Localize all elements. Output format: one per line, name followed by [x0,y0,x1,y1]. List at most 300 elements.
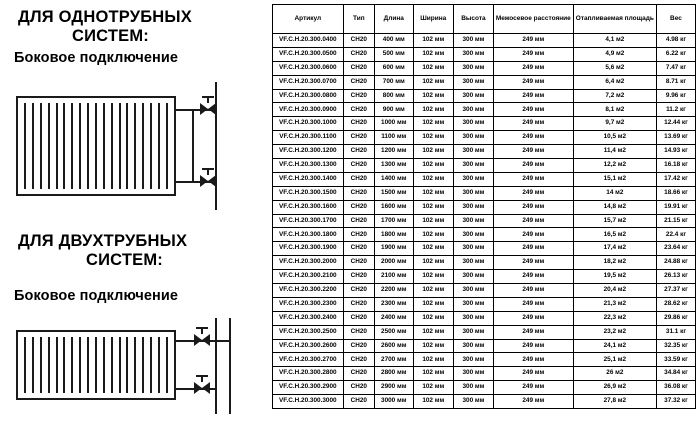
subheading-double-pipe: Боковое подключение [14,288,179,304]
cell-width: 102 мм [413,242,453,256]
cell-heated-area: 11,4 м2 [573,145,656,159]
cell-heated-area: 4,9 м2 [573,47,656,61]
cell-weight: 26.13 кг [656,270,695,284]
cell-center-distance: 249 мм [493,47,573,61]
cell-heated-area: 26 м2 [573,367,656,381]
cell-heated-area: 8,1 м2 [573,103,656,117]
column-header-heated-area: Отапливаемая площадь [573,5,656,34]
cell-heated-area: 27,8 м2 [573,395,656,409]
cell-width: 102 мм [413,353,453,367]
cell-weight: 13.69 кг [656,131,695,145]
cell-weight: 37.32 кг [656,395,695,409]
cell-article: VF.C.H.20.300.1300 [273,159,344,173]
cell-center-distance: 249 мм [493,228,573,242]
cell-weight: 28.62 кг [656,297,695,311]
radiator-fin [103,337,105,393]
cell-article: VF.C.H.20.300.1400 [273,172,344,186]
cell-width: 102 мм [413,75,453,89]
cell-height: 300 мм [454,381,494,395]
table-head [273,5,696,34]
cell-weight: 21.15 кг [656,214,695,228]
cell-type: CH20 [343,200,374,214]
cell-article: VF.C.H.20.300.2100 [273,270,344,284]
cell-type: CH20 [343,270,374,284]
cell-heated-area: 12,2 м2 [573,159,656,173]
cell-length: 1100 мм [374,131,413,145]
cell-height: 300 мм [454,256,494,270]
valve-cap [202,96,214,98]
cell-width: 102 мм [413,61,453,75]
table-row [273,242,696,256]
radiator-diagram-double-pipe [14,318,266,414]
cell-length: 1000 мм [374,117,413,131]
cell-height: 300 мм [454,200,494,214]
cell-width: 102 мм [413,89,453,103]
cell-height: 300 мм [454,172,494,186]
radiator-fin [119,337,121,393]
radiator-body [16,96,176,196]
cell-length: 2600 мм [374,339,413,353]
radiator-fin [142,337,144,393]
cell-article: VF.C.H.20.300.2500 [273,325,344,339]
cell-article: VF.C.H.20.300.1900 [273,242,344,256]
table-row [273,256,696,270]
cell-center-distance: 249 мм [493,395,573,409]
cell-height: 300 мм [454,228,494,242]
cell-article: VF.C.H.20.300.2000 [273,256,344,270]
left-diagram-panel [0,0,272,421]
cell-article: VF.C.H.20.300.1000 [273,117,344,131]
cell-article: VF.C.H.20.300.0600 [273,61,344,75]
cell-heated-area: 26,9 м2 [573,381,656,395]
cell-weight: 12.44 кг [656,117,695,131]
table-row [273,200,696,214]
radiator-body [16,330,176,400]
radiator-fin [24,337,26,393]
cell-type: CH20 [343,47,374,61]
cell-type: CH20 [343,172,374,186]
cell-height: 300 мм [454,75,494,89]
column-header-weight: Вес [656,5,695,34]
cell-width: 102 мм [413,339,453,353]
radiator-diagram-single-pipe [14,82,266,212]
cell-weight: 6.22 кг [656,47,695,61]
radiator-fin [48,337,50,393]
cell-heated-area: 10,5 м2 [573,131,656,145]
riser-pipe-return [215,318,217,414]
cell-weight: 14.93 кг [656,145,695,159]
cell-weight: 22.4 кг [656,228,695,242]
radiator-fin [63,103,65,189]
cell-article: VF.C.H.20.300.0500 [273,47,344,61]
cell-center-distance: 249 мм [493,297,573,311]
table-row [273,395,696,409]
cell-heated-area: 25,1 м2 [573,353,656,367]
cell-height: 300 мм [454,145,494,159]
radiator-fin [40,103,42,189]
cell-type: CH20 [343,131,374,145]
cell-length: 2900 мм [374,381,413,395]
cell-heated-area: 14 м2 [573,186,656,200]
cell-height: 300 мм [454,284,494,298]
radiator-fin [40,337,42,393]
cell-type: CH20 [343,34,374,48]
cell-length: 2700 мм [374,353,413,367]
cell-article: VF.C.H.20.300.2600 [273,339,344,353]
cell-heated-area: 18,2 м2 [573,256,656,270]
cell-width: 102 мм [413,117,453,131]
cell-heated-area: 15,7 м2 [573,214,656,228]
cell-center-distance: 249 мм [493,159,573,173]
radiator-fin [56,103,58,189]
cell-height: 300 мм [454,131,494,145]
radiator-fin [134,337,136,393]
column-header-width: Ширина [413,5,453,34]
valve-cap [196,375,208,377]
table-row [273,186,696,200]
cell-article: VF.C.H.20.300.1500 [273,186,344,200]
radiator-fin [71,103,73,189]
cell-type: CH20 [343,89,374,103]
table-row [273,145,696,159]
riser-pipe-supply [229,318,231,414]
cell-center-distance: 249 мм [493,131,573,145]
cell-type: CH20 [343,242,374,256]
cell-heated-area: 16,5 м2 [573,228,656,242]
radiator-fin [134,103,136,189]
cell-type: CH20 [343,325,374,339]
table-row [273,297,696,311]
cell-width: 102 мм [413,34,453,48]
cell-heated-area: 5,6 м2 [573,61,656,75]
table-row [273,47,696,61]
cell-weight: 32.35 кг [656,339,695,353]
heading-single-pipe-line2: СИСТЕМ: [72,27,150,45]
table-row [273,367,696,381]
column-header-height: Высота [454,5,494,34]
cell-length: 1400 мм [374,172,413,186]
cell-center-distance: 249 мм [493,381,573,395]
cell-height: 300 мм [454,34,494,48]
cell-width: 102 мм [413,214,453,228]
cell-center-distance: 249 мм [493,367,573,381]
cell-width: 102 мм [413,47,453,61]
cell-center-distance: 249 мм [493,284,573,298]
cell-weight: 17.42 кг [656,172,695,186]
cell-type: CH20 [343,103,374,117]
cell-type: CH20 [343,145,374,159]
cell-weight: 9.96 кг [656,89,695,103]
radiator-fin [63,337,65,393]
cell-article: VF.C.H.20.300.2900 [273,381,344,395]
radiator-fin [111,103,113,189]
cell-article: VF.C.H.20.300.2300 [273,297,344,311]
cell-height: 300 мм [454,89,494,103]
radiator-fin [166,337,168,393]
cell-center-distance: 249 мм [493,270,573,284]
cell-height: 300 мм [454,311,494,325]
cell-width: 102 мм [413,200,453,214]
heading-double-pipe-line1: ДЛЯ ДВУХТРУБНЫХ [18,232,188,250]
cell-width: 102 мм [413,172,453,186]
cell-heated-area: 15,1 м2 [573,172,656,186]
cell-article: VF.C.H.20.300.0800 [273,89,344,103]
cell-width: 102 мм [413,297,453,311]
cell-article: VF.C.H.20.300.0700 [273,75,344,89]
cell-center-distance: 249 мм [493,172,573,186]
cell-weight: 23.64 кг [656,242,695,256]
cell-width: 102 мм [413,325,453,339]
cell-length: 800 мм [374,89,413,103]
table-row [273,353,696,367]
cell-height: 300 мм [454,339,494,353]
cell-length: 500 мм [374,47,413,61]
cell-heated-area: 7,2 м2 [573,89,656,103]
cell-weight: 11.2 кг [656,103,695,117]
cell-type: CH20 [343,297,374,311]
cell-heated-area: 4,1 м2 [573,34,656,48]
subheading-single-pipe: Боковое подключение [14,50,179,66]
cell-length: 2100 мм [374,270,413,284]
radiator-fin [56,337,58,393]
cell-height: 300 мм [454,242,494,256]
cell-width: 102 мм [413,284,453,298]
radiator-fin [158,337,160,393]
table-row [273,131,696,145]
cell-type: CH20 [343,381,374,395]
radiator-fin [126,337,128,393]
table-row [273,381,696,395]
cell-article: VF.C.H.20.300.0400 [273,34,344,48]
cell-width: 102 мм [413,103,453,117]
cell-length: 2300 мм [374,297,413,311]
cell-article: VF.C.H.20.300.2200 [273,284,344,298]
cell-type: CH20 [343,256,374,270]
cell-height: 300 мм [454,297,494,311]
cell-weight: 8.71 кг [656,75,695,89]
cell-type: CH20 [343,186,374,200]
cell-center-distance: 249 мм [493,89,573,103]
riser-pipe [215,82,217,210]
cell-center-distance: 249 мм [493,256,573,270]
cell-heated-area: 20,4 м2 [573,284,656,298]
cell-height: 300 мм [454,186,494,200]
cell-type: CH20 [343,214,374,228]
radiator-fin [32,337,34,393]
cell-heated-area: 6,4 м2 [573,75,656,89]
cell-length: 1500 мм [374,186,413,200]
valve-icon-top [194,334,210,346]
cell-width: 102 мм [413,256,453,270]
bypass-pipe [192,109,194,181]
cell-article: VF.C.H.20.300.2800 [273,367,344,381]
cell-width: 102 мм [413,381,453,395]
table-row [273,270,696,284]
heading-double-pipe [18,232,258,270]
cell-center-distance: 249 мм [493,200,573,214]
cell-width: 102 мм [413,311,453,325]
cell-weight: 24.88 кг [656,256,695,270]
table-row [273,117,696,131]
cell-type: CH20 [343,228,374,242]
cell-height: 300 мм [454,159,494,173]
cell-length: 3000 мм [374,395,413,409]
table-row [273,172,696,186]
cell-weight: 31.1 кг [656,325,695,339]
cell-heated-area: 21,3 м2 [573,297,656,311]
radiator-fin [79,337,81,393]
cell-width: 102 мм [413,270,453,284]
table-row [273,311,696,325]
cell-heated-area: 17,4 м2 [573,242,656,256]
specification-table [272,4,696,409]
radiator-fin [32,103,34,189]
cell-center-distance: 249 мм [493,242,573,256]
column-header-center-distance: Межосевое расстояние [493,5,573,34]
table-row [273,89,696,103]
table-row [273,75,696,89]
cell-heated-area: 24,1 м2 [573,339,656,353]
cell-heated-area: 19,5 м2 [573,270,656,284]
heading-single-pipe [18,8,258,46]
cell-center-distance: 249 мм [493,214,573,228]
cell-length: 2800 мм [374,367,413,381]
cell-type: CH20 [343,159,374,173]
table-row [273,339,696,353]
radiator-fin [142,103,144,189]
cell-weight: 7.47 кг [656,61,695,75]
cell-weight: 19.91 кг [656,200,695,214]
cell-type: CH20 [343,75,374,89]
cell-width: 102 мм [413,367,453,381]
valve-icon-top [200,103,216,115]
radiator-fin [119,103,121,189]
radiator-fin [48,103,50,189]
cell-center-distance: 249 мм [493,34,573,48]
cell-length: 1900 мм [374,242,413,256]
cell-type: CH20 [343,353,374,367]
cell-length: 1200 мм [374,145,413,159]
cell-width: 102 мм [413,228,453,242]
cell-type: CH20 [343,339,374,353]
cell-width: 102 мм [413,159,453,173]
table-row [273,284,696,298]
radiator-fin [150,337,152,393]
column-header-length: Длина [374,5,413,34]
cell-article: VF.C.H.20.300.2400 [273,311,344,325]
specification-table-wrapper [272,4,696,409]
radiator-fin [24,103,26,189]
table-row [273,34,696,48]
cell-height: 300 мм [454,395,494,409]
cell-heated-area: 14,8 м2 [573,200,656,214]
cell-length: 1300 мм [374,159,413,173]
cell-weight: 27.37 кг [656,284,695,298]
radiator-fin [87,103,89,189]
cell-type: CH20 [343,117,374,131]
radiator-fin [103,103,105,189]
radiator-fins [18,332,174,398]
cell-height: 300 мм [454,353,494,367]
cell-length: 2500 мм [374,325,413,339]
cell-center-distance: 249 мм [493,103,573,117]
cell-article: VF.C.H.20.300.0900 [273,103,344,117]
radiator-fin [71,337,73,393]
cell-center-distance: 249 мм [493,186,573,200]
cell-length: 700 мм [374,75,413,89]
table-body [273,34,696,409]
cell-width: 102 мм [413,186,453,200]
radiator-fin [95,103,97,189]
cell-article: VF.C.H.20.300.1600 [273,200,344,214]
cell-center-distance: 249 мм [493,61,573,75]
cell-height: 300 мм [454,103,494,117]
cell-center-distance: 249 мм [493,311,573,325]
radiator-fin [158,103,160,189]
cell-weight: 34.84 кг [656,367,695,381]
table-row [273,103,696,117]
cell-type: CH20 [343,284,374,298]
cell-width: 102 мм [413,395,453,409]
cell-weight: 4.98 кг [656,34,695,48]
cell-article: VF.C.H.20.300.2700 [273,353,344,367]
cell-length: 900 мм [374,103,413,117]
radiator-fin [95,337,97,393]
cell-center-distance: 249 мм [493,145,573,159]
cell-heated-area: 9,7 м2 [573,117,656,131]
heading-double-pipe-line2: СИСТЕМ: [86,251,164,269]
table-row [273,214,696,228]
radiator-fin [79,103,81,189]
table-row [273,159,696,173]
cell-length: 2000 мм [374,256,413,270]
cell-type: CH20 [343,61,374,75]
cell-type: CH20 [343,311,374,325]
cell-length: 2400 мм [374,311,413,325]
cell-center-distance: 249 мм [493,353,573,367]
radiator-fin [87,337,89,393]
heading-single-pipe-line1: ДЛЯ ОДНОТРУБНЫХ [18,8,192,26]
radiator-fin [126,103,128,189]
cell-width: 102 мм [413,145,453,159]
valve-cap [196,327,208,329]
cell-weight: 18.66 кг [656,186,695,200]
cell-height: 300 мм [454,325,494,339]
radiator-fin [150,103,152,189]
cell-center-distance: 249 мм [493,75,573,89]
cell-length: 1600 мм [374,200,413,214]
cell-weight: 29.86 кг [656,311,695,325]
table-row [273,325,696,339]
cell-height: 300 мм [454,367,494,381]
cell-height: 300 мм [454,214,494,228]
cell-article: VF.C.H.20.300.1700 [273,214,344,228]
cell-length: 400 мм [374,34,413,48]
cell-length: 2200 мм [374,284,413,298]
cell-heated-area: 22,3 м2 [573,311,656,325]
cell-weight: 36.08 кг [656,381,695,395]
cell-weight: 16.18 кг [656,159,695,173]
cell-heated-area: 23,2 м2 [573,325,656,339]
cell-height: 300 мм [454,270,494,284]
radiator-fins [18,98,174,194]
cell-article: VF.C.H.20.300.1800 [273,228,344,242]
cell-weight: 33.59 кг [656,353,695,367]
cell-center-distance: 249 мм [493,339,573,353]
cell-width: 102 мм [413,131,453,145]
cell-length: 1800 мм [374,228,413,242]
cell-length: 1700 мм [374,214,413,228]
